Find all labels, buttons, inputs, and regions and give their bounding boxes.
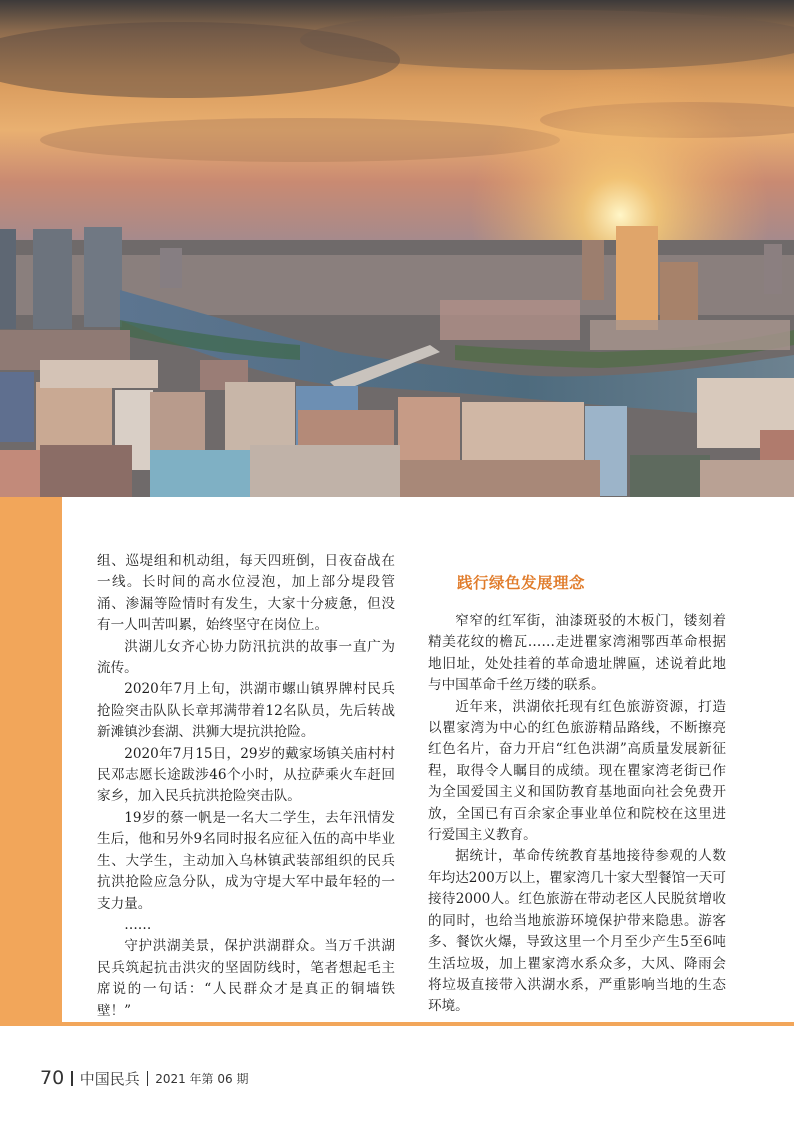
article-left-column [97, 551, 395, 1022]
section-heading: 践行绿色发展理念 [457, 574, 586, 592]
paragraph: 19岁的蔡一帆是一名大二学生，去年汛情发生后，他和另外9名同时报名应征入伍的高中毕业生、大学生，主动加入乌林镇武装部组织的民兵抗洪抢险应急分队，成为守堤大军中最年轻的一支力量。 [97, 809, 395, 912]
issue-label: 2021 年第 06 期 [155, 1071, 249, 1086]
paragraph: 2020年7月上旬，洪湖市螺山镇界牌村民兵抢险突击队队长章邦满带着12名队员，先后转战新滩镇沙套湖、洪狮大堤抗洪抢险。 [97, 681, 395, 741]
paragraph: 洪湖儿女齐心协力防汛抗洪的故事一直广为流传。 [97, 638, 395, 677]
paragraph: 据统计，革命传统教育基地接待参观的人数年均达200万以上，瞿家湾几十家大型餐馆一天可接待2000人。红色旅游在带动老区人民脱贫增收的同时，也给当地旅游环境保护带来隐患。游客多、餐饮火爆，导致这里一个月至少产生5至6吨生活垃圾，加上瞿家湾水系众多，大风、降雨会将垃圾直接带入洪湖水系，严重影响当地的生态环境。 [428, 848, 726, 1015]
paragraph: 组、巡堤组和机动组，每天四班倒，日夜奋战在一线。长时间的高水位浸泡，加上部分堤段管涌、渗漏等险情时有发生，大家十分疲惫，但没有一人叫苦叫累，始终坚守在岗位上。 [97, 553, 395, 634]
paragraph: 窄窄的红军街，油漆斑驳的木板门，镂刻着精美花纹的檐瓦……走进瞿家湾湘鄂西革命根据地旧址，处处挂着的革命遗址牌匾，述说着此地与中国革命千丝万缕的联系。 [428, 613, 726, 694]
paragraph: …… [124, 916, 152, 933]
orange-side-bar [0, 497, 62, 1026]
orange-bottom-rule [62, 1022, 794, 1026]
paragraph: 守护洪湖美景，保护洪湖群众。当万千洪湖民兵筑起抗击洪灾的坚固防线时，笔者想起毛主席说的一句话：“人民群众才是真正的铜墙铁壁！” [97, 938, 395, 1019]
footer-divider [71, 1071, 73, 1086]
page-footer [40, 1067, 248, 1089]
page-number: 70 [40, 1067, 65, 1089]
footer-divider [147, 1071, 149, 1086]
paragraph: 近年来，洪湖依托现有红色旅游资源，打造以瞿家湾为中心的红色旅游精品路线，不断擦亮红色名片，奋力开启“红色洪湖”高质量发展新征程，取得令人瞩目的成绩。现在瞿家湾老街已作为全国爱国主义和国防教育基地面向社会免费开放，全国已有百余家企事业单位和院校在这里进行爱国主义教育。 [428, 698, 726, 844]
paragraph: 2020年7月15日，29岁的戴家场镇关庙村村民邓志愿长途跋涉46个小时，从拉萨乘火车赶回家乡，加入民兵抗洪抢险突击队。 [97, 745, 395, 805]
article-right-column [428, 551, 726, 1018]
city-river-sunset-photo [0, 0, 794, 497]
magazine-name: 中国民兵 [79, 1069, 140, 1088]
